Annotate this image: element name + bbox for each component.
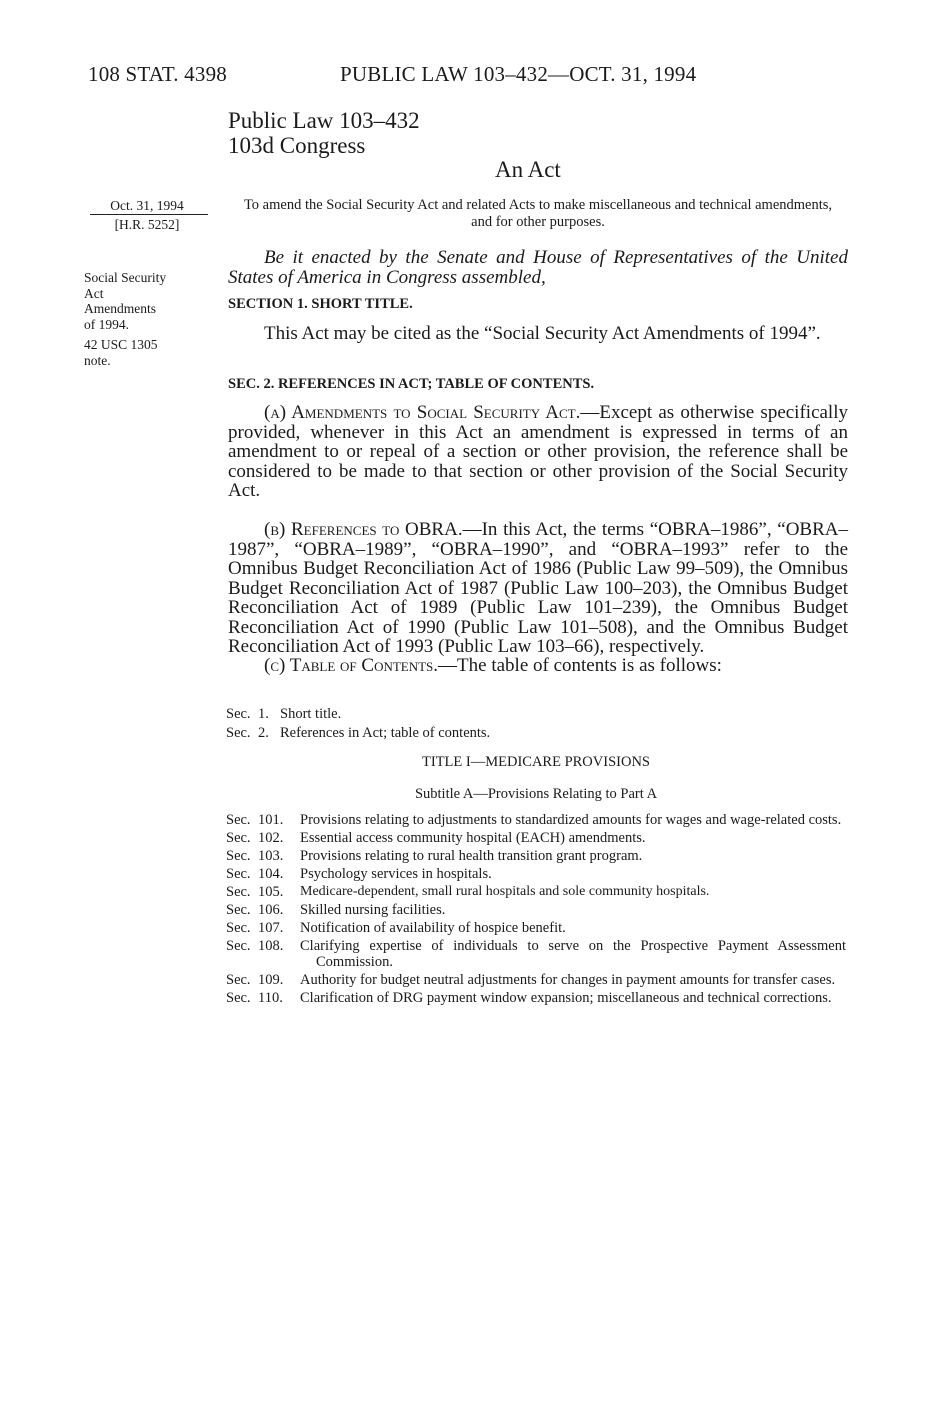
subsection-c (228, 656, 848, 676)
margin-divider (90, 214, 208, 215)
toc-sec-label: Sec. (226, 972, 251, 988)
margin-line: Amendments (84, 301, 156, 316)
public-law-number: Public Law 103–432 (228, 108, 420, 133)
toc-sec-title: Psychology services in hospitals. (300, 866, 492, 882)
toc-title-heading: TITLE I—MEDICARE PROVISIONS (422, 754, 650, 770)
margin-line: of 1994. (84, 316, 129, 332)
margin-line: note. (84, 352, 111, 368)
section-1-heading: SECTION 1. SHORT TITLE. (228, 296, 413, 312)
toc-sec-number: 2. (258, 725, 269, 741)
toc-title-i-list (226, 812, 846, 1008)
congress-number: 103d Congress (228, 133, 366, 158)
toc-subtitle-heading: Subtitle A—Provisions Relating to Part A (414, 786, 658, 802)
toc-sec-title: References in Act; table of contents. (280, 725, 491, 741)
toc-entry (226, 848, 846, 864)
margin-line: 42 USC 1305 (84, 337, 158, 352)
subsection-c-label: (c) Table of Contents. (264, 655, 439, 676)
toc-sec-number: 103. (258, 848, 284, 864)
toc-sec-title: Medicare-dependent, small rural hospitals and sole community hospitals. (300, 884, 710, 899)
toc-sec-title: Authority for budget neutral adjustments for changes in payment amounts for transfer cases. (300, 972, 836, 988)
margin-act-name (84, 270, 210, 332)
toc-sec-title: Provisions relating to adjustments to standardized amounts for wages and wage-related costs. (300, 812, 842, 828)
toc-entry (226, 812, 846, 828)
toc-sec-number: 106. (258, 902, 284, 918)
subsection-b (228, 520, 848, 657)
toc-sec-label: Sec. (226, 938, 251, 954)
toc-sec-label: Sec. (226, 884, 251, 900)
toc-sec-label: Sec. (226, 848, 251, 864)
section-1-text: This Act may be cited as the “Social Security Act Amendments of 1994”. (264, 323, 821, 344)
toc-sec-label: Sec. (226, 812, 251, 828)
margin-bill-number: [H.R. 5252] (114, 217, 180, 232)
toc-sec-number: 108. (258, 938, 284, 954)
toc-sec-title: Skilled nursing facilities. (300, 902, 446, 918)
subsection-b-text: —In this Act, the terms “OBRA–1986”, “OBRA–1987”, “OBRA–1989”, “OBRA–1990”, and “OBRA–1993” refer to the Omnibus Budget Reconciliation Act of 1986 (Public Law 99–509), the Omnibus Budget Reconciliation Act of 1987 (Public Law 100–203), the Omnibus Budget Reconciliation Act of 1989 (Public Law 101–239), the Omnibus Budget Reconciliation Act of 1990 (Public Law 101–508), and the Omnibus Budget Reconciliation Act of 1993 (Public Law 103–66), respectively. (228, 519, 848, 657)
act-purpose: To amend the Social Security Act and related Acts to make miscellaneous and technical amendments, and for other purposes. (243, 197, 833, 230)
toc-sec-number: 104. (258, 866, 284, 882)
toc-entry (226, 706, 846, 722)
toc-sec-title: Notification of availability of hospice benefit. (300, 920, 566, 936)
toc-sec-number: 109. (258, 972, 284, 988)
toc-entry (226, 725, 846, 741)
subsection-b-label: (b) References to OBRA. (264, 519, 463, 540)
toc-sec-title: Essential access community hospital (EACH) amendments. (300, 830, 646, 846)
margin-usc-citation (84, 337, 210, 368)
margin-line: Social Security (84, 270, 167, 285)
page-stat-reference: 108 STAT. 4398 (88, 62, 227, 86)
toc-sec-number: 107. (258, 920, 284, 936)
toc-sec-label: Sec. (226, 830, 251, 846)
toc-sec-label: Sec. (226, 902, 251, 918)
toc-entry (226, 884, 846, 900)
subsection-c-text: —The table of contents is as follows: (438, 655, 722, 676)
toc-intro-list (226, 706, 846, 741)
toc-entry (226, 990, 846, 1006)
toc-sec-label: Sec. (226, 866, 251, 882)
toc-sec-label: Sec. (226, 725, 251, 741)
toc-entry (226, 920, 846, 936)
toc-sec-label: Sec. (226, 706, 251, 722)
toc-sec-label: Sec. (226, 990, 251, 1006)
running-header: PUBLIC LAW 103–432—OCT. 31, 1994 (340, 62, 697, 86)
toc-sec-label: Sec. (226, 920, 251, 936)
subsection-a (228, 403, 848, 501)
margin-line: Act (84, 285, 104, 301)
toc-sec-number: 102. (258, 830, 284, 846)
act-heading: An Act (495, 157, 561, 182)
toc-entry (226, 972, 846, 988)
toc-sec-number: 1. (258, 706, 269, 722)
toc-entry (226, 866, 846, 882)
toc-entry (226, 830, 846, 846)
toc-entry (226, 902, 846, 918)
toc-sec-title: Short title. (280, 706, 342, 722)
enacting-clause: Be it enacted by the Senate and House of Representatives of the United States of America in Congress assembled, (228, 247, 848, 288)
toc-sec-title: Clarifying expertise of individuals to serve on the Prospective Payment Assessment Commission. (300, 938, 846, 970)
toc-sec-number: 101. (258, 812, 284, 828)
margin-date: Oct. 31, 1994 (110, 198, 184, 213)
subsection-a-text: —Except as otherwise specifically provided, whenever in this Act an amendment is expressed in terms of an amendment to or repeal of a section or other provision, the reference shall be considered to be made to that section or other provision of the Social Security Act. (228, 402, 848, 501)
toc-sec-number: 105. (258, 884, 284, 900)
toc-sec-title: Clarification of DRG payment window expansion; miscellaneous and technical corrections. (300, 990, 832, 1006)
section-2-heading: SEC. 2. REFERENCES IN ACT; TABLE OF CONTENTS. (228, 376, 595, 392)
toc-entry (226, 938, 846, 970)
toc-sec-title: Provisions relating to rural health transition grant program. (300, 848, 643, 864)
toc-sec-number: 110. (258, 990, 283, 1006)
subsection-a-label: (a) Amendments to Social Security Act. (264, 402, 581, 423)
